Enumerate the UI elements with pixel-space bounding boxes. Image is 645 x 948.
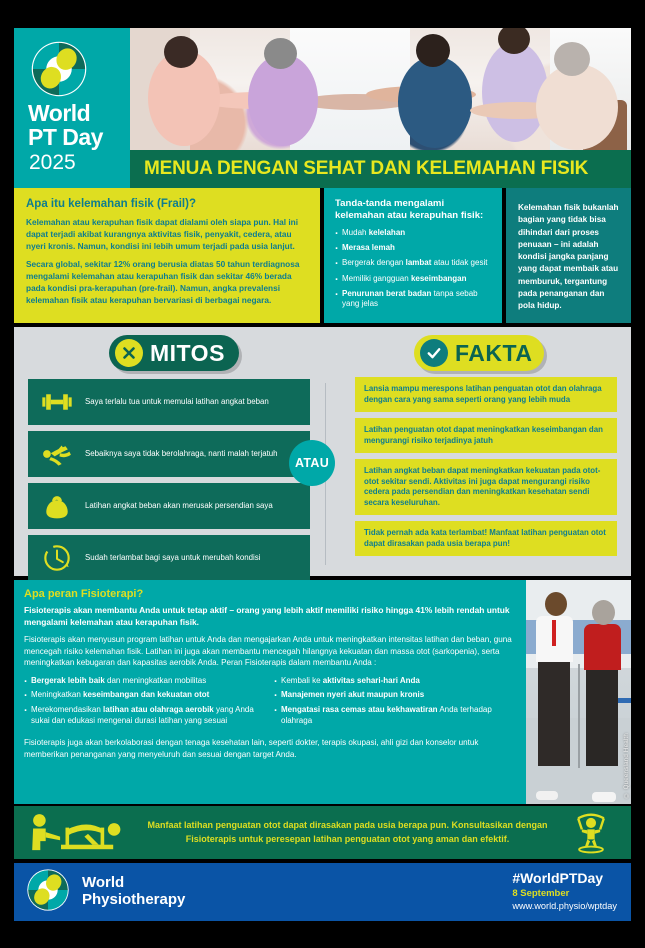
myth-header-pill (109, 335, 239, 371)
role-text-block (14, 580, 526, 804)
fact-item (355, 521, 617, 556)
footer-bar (14, 863, 631, 921)
myth-text: Latihan angkat beban akan merusak persendian saya (85, 500, 273, 510)
definition-paragraph-1: Kelemahan atau kerapuhan fisik dapat dialami oleh siapa pun. Hal ini dapat terjadi akibat kurangnya aktivitas fisik, penyakit, cedera, atau nyeri kronis. Namun, kondisi ini lebih umum terjadi pada usia lanjut. (26, 217, 299, 251)
role-benefit-item: · Mengatasi rasa cemas atau kekhawatiran Anda terhadap olahraga (274, 705, 514, 726)
fact-item (355, 459, 617, 515)
org-line-2: Physiotherapy (82, 891, 186, 908)
clock-icon (34, 540, 80, 576)
definition-paragraph-2: Secara global, sekitar 12% orang berusia diatas 50 tahun terdiagnosa mengalami kelemahan atau kerapuhan fisik dan sekitar 46% berada pada kondisi pra-kerapuhan (pre-frail). Namun, angka prevalensi kelemahan fisik atau kerapuhan bervariasi di berbagai negara. (26, 259, 300, 305)
fact-list (355, 377, 617, 562)
intro-row (14, 188, 631, 323)
website-url[interactable]: www.world.physio/wptday (512, 901, 617, 912)
myth-list (28, 379, 310, 587)
role-body-text: Fisioterapis akan menyusun program latihan untuk Anda dan mengajarkan Anda untuk meningkatkan intensitas latihan dan beban, guna mencegah risiko kelemahan fisik. Latihan ini juga akan membantu mencegah hilangnya kekuatan dan massa otot (sarkopenia), serta meningkatkan kebugaran dan kapasitas aerobik Anda. Peran Fisioterapis dalam membantu Anda : (24, 635, 512, 668)
x-circle-icon (115, 339, 143, 367)
definition-title: Apa itu kelemahan fisik (Frail)? (26, 198, 196, 210)
fact-label: FAKTA (455, 339, 533, 366)
fact-item (355, 377, 617, 412)
signs-list (335, 228, 492, 309)
myth-item (28, 483, 310, 529)
role-benefit-item: · Bergerak lebih baik dan meningkatkan mobilitas (24, 676, 264, 687)
fact-text: Lansia mampu merespons latihan penguatan otot dan olahraga dengan cara yang sama seperti orang yang lebih muda (364, 384, 602, 404)
signs-title: Tanda-tanda mengalami kelemahan atau kerapuhan fisik: (335, 198, 484, 222)
myth-item (28, 431, 310, 477)
footer-contact-block (512, 871, 617, 912)
role-footer-text: Fisioterapis juga akan berkolaborasi dengan tenaga kesehatan lain, seperti dokter, terapis okupasi, ahli gizi dan konselor untuk memberikan penanganan yang menyeluruh dan sesuai dengan target Anda. (24, 738, 479, 759)
sign-item: · Bergerak dengan lambat atau tidak gesit (335, 258, 492, 268)
fact-text: Latihan angkat beban dapat meningkatkan kekuatan pada otot-otot sekitar sendi. Aktivitas ini juga dapat mengurangi risiko cedera pada persendian dan meningkatkan kesehatan sendi secara keseluruhan. (364, 466, 601, 507)
photo-credit: © Queensland Health (623, 732, 630, 798)
role-benefit-columns (24, 676, 514, 731)
signs-card (324, 188, 502, 323)
role-lead-text: Fisioterapis akan membantu Anda untuk tetap aktif – orang yang lebih aktif memiliki risiko hingga 41% lebih rendah untuk mengalami kelemahan atau kerapuhan fisik. (24, 605, 510, 627)
myth-text: Sudah terlambat bagi saya untuk merubah kondisi (85, 552, 261, 562)
fact-text: Latihan penguatan otot dapat meningkatkan keseimbangan dan mengurangi risiko terjadinya jatuh (364, 425, 603, 445)
cta-text: Manfaat latihan penguatan otot dapat dirasakan pada usia berapa pun. Konsultasikan dengan Fisioterapis untuk peresepan latihan penguatan otot yang aman dan efektif. (147, 820, 548, 844)
sign-item: · Penurunan berat badan tanpa sebab yang jelas (335, 289, 492, 309)
physiotherapy-role-section (14, 580, 631, 804)
role-benefit-item: · Kembali ke aktivitas sehari-hari Anda (274, 676, 514, 687)
brand-year-text: 2025 (29, 151, 76, 174)
myth-text: Sebaiknya saya tidak berolahraga, nanti malah terjatuh (85, 448, 278, 458)
role-benefits-left (24, 676, 264, 731)
myth-item (28, 535, 310, 581)
role-benefit-item: · Merekomendasikan latihan atau olahraga aerobik yang Anda sukai dan edukasi mengenai durasi latihan yang sesuai (24, 705, 264, 726)
role-title: Apa peran Fisioterapi? (24, 588, 144, 600)
world-physiotherapy-logo-icon (26, 868, 72, 917)
header-photo-area (130, 28, 631, 188)
exercise-bench-icon (14, 812, 144, 854)
brand-block (14, 28, 130, 188)
myth-text: Saya terlalu tua untuk memulai latihan angkat beban (85, 396, 269, 406)
seniors-exercise-photo (130, 28, 631, 150)
role-benefit-item: · Manajemen nyeri akut maupun kronis (274, 690, 514, 701)
frailty-note-card (506, 188, 631, 323)
brand-world-text: World (28, 100, 91, 126)
myth-item (28, 379, 310, 425)
falling-person-icon (34, 436, 80, 472)
org-line-1: World (82, 874, 125, 892)
page-title: MENUA DENGAN SEHAT DAN KELEMAHAN FISIK (144, 158, 589, 179)
call-to-action-bar (14, 806, 631, 859)
brand-ptday-text: PT Day (28, 124, 103, 150)
event-date-text: 8 September (512, 887, 570, 899)
role-benefit-item: · Meningkatkan keseimbangan dan kekuatan otot (24, 690, 264, 701)
physio-patient-photo (526, 580, 631, 804)
hashtag-text: #WorldPTDay (512, 870, 604, 887)
role-benefits-right (274, 676, 514, 731)
barbell-icon (34, 384, 80, 420)
sign-item: · Merasa lemah (335, 243, 492, 253)
main-title-bar (130, 150, 631, 188)
check-circle-icon (420, 339, 448, 367)
sign-item: · Mudah kelelahan (335, 228, 492, 238)
fact-header-pill (414, 335, 544, 371)
header-banner (14, 28, 631, 188)
person-stretching-band-icon (551, 811, 631, 855)
definition-card (14, 188, 320, 323)
world-pt-day-logo-icon (30, 40, 88, 98)
fact-item (355, 418, 617, 453)
kettlebell-icon (34, 488, 80, 524)
organisation-name (82, 875, 185, 909)
atau-badge: ATAU (289, 440, 335, 486)
myth-label: MITOS (150, 339, 225, 366)
fact-text: Tidak pernah ada kata terlambat! Manfaat latihan penguatan otot dapat dirasakan pada usia berapa pun! (364, 528, 606, 548)
frailty-note-text: Kelemahan fisik bukanlah bagian yang tidak bisa dihindari dari proses penuaan – ini adalah kondisi jangka panjang yang dapat membaik atau memburuk, tergantung pada penanganan dan pola hidup. (518, 203, 619, 311)
sign-item: · Memiliki gangguan keseimbangan (335, 274, 492, 284)
